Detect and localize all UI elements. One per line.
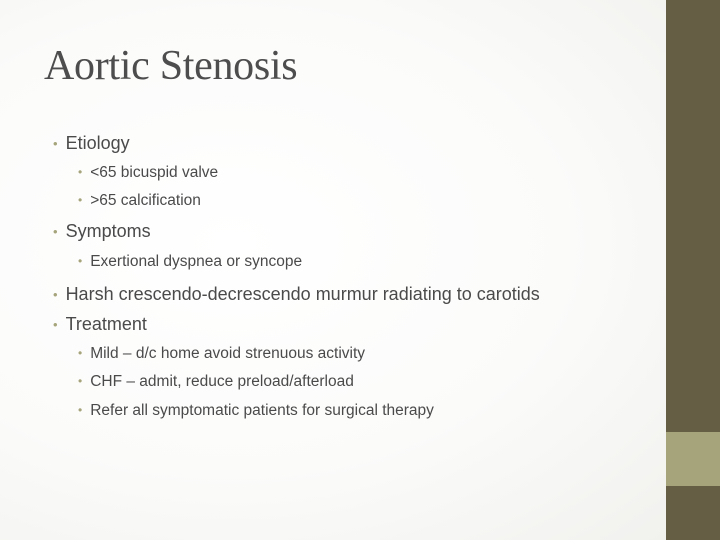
bullet-icon: •	[78, 254, 83, 268]
bullet-icon: •	[53, 317, 58, 332]
bullet-icon: •	[78, 403, 83, 417]
bullet-text: Symptoms	[65, 221, 151, 241]
sub-bullet-item	[78, 345, 365, 363]
bullet-item	[53, 314, 147, 335]
sub-bullet-item	[78, 192, 201, 210]
bullet-item	[53, 221, 151, 242]
bullet-icon: •	[78, 193, 83, 207]
sub-bullet-item	[78, 253, 302, 271]
sub-bullet-item	[78, 402, 434, 420]
bullet-text: >65 calcification	[90, 192, 201, 209]
bullet-text: Refer all symptomatic patients for surgical therapy	[90, 402, 434, 419]
bullet-text: CHF – admit, reduce preload/afterload	[90, 373, 354, 390]
slide-title: Aortic Stenosis	[44, 43, 298, 89]
bullet-text: Etiology	[65, 133, 130, 153]
bullet-icon: •	[78, 165, 83, 179]
bullet-icon: •	[78, 374, 83, 388]
bullet-text: Harsh crescendo-decrescendo murmur radiating to carotids	[65, 284, 540, 304]
sub-bullet-item	[78, 164, 218, 182]
bullet-text: <65 bicuspid valve	[90, 164, 219, 181]
bullet-item	[53, 133, 130, 154]
sub-bullet-item	[78, 373, 354, 391]
bullet-icon: •	[53, 287, 58, 302]
bullet-text: Treatment	[65, 314, 147, 334]
bullet-icon: •	[53, 136, 58, 151]
bullet-item	[53, 284, 540, 305]
bullet-text: Exertional dyspnea or syncope	[90, 253, 303, 270]
sidebar-accent-band	[666, 432, 720, 486]
bullet-icon: •	[53, 224, 58, 239]
bullet-text: Mild – d/c home avoid strenuous activity	[90, 345, 366, 362]
bullet-icon: •	[78, 346, 83, 360]
